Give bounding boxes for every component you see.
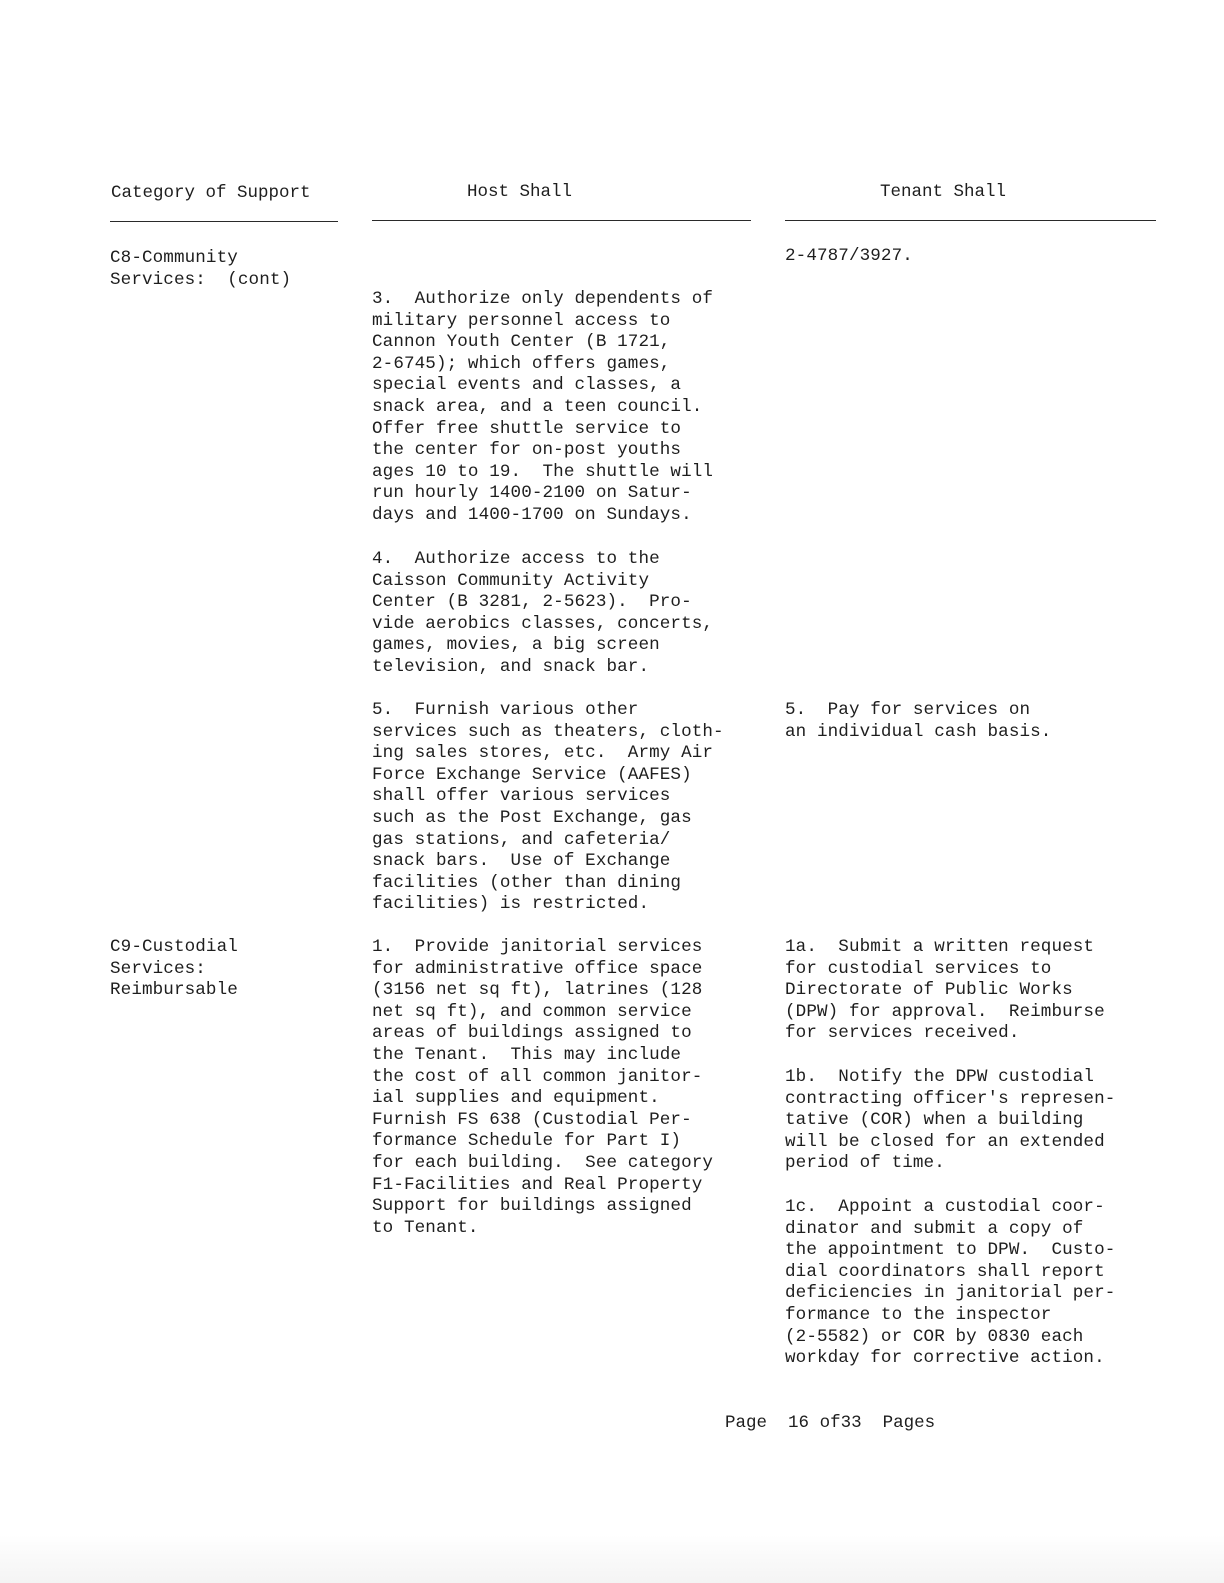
header-rule-host: [372, 220, 751, 221]
footer-of-label: of: [819, 1413, 841, 1433]
scan-edge-shading: [0, 1535, 1224, 1583]
header-host-shall: Host Shall: [467, 182, 573, 202]
header-rule-tenant: [785, 220, 1156, 221]
page-footer: [725, 1412, 935, 1434]
header-rule-category: [110, 221, 338, 222]
host-c9-item-1: 1. Provide janitorial services for administrative office space (3156 net sq ft), latrines (128 net sq ft), and common service areas of buildings assigned to the Tenant. This may include the cost of all common janitor- ial supplies and equipment. Furnish FS 638 (Custodial Per- formance Schedule for Part I) for each building. See category F1-Facilities and Real Property Support for buildings assigned to Tenant.: [372, 937, 714, 1238]
tenant-c9-item-1c: 1c. Appoint a custodial coor- dinator and submit a copy of the appointment to DPW. Custo- dial coordinators shall report deficiencies in janitorial per- formance to the inspector (2-5582) or COR by 0830 each workday for corrective action.: [785, 1197, 1116, 1369]
footer-page-number: 16: [788, 1413, 810, 1433]
footer-pages-label: Pages: [882, 1413, 936, 1433]
tenant-c8-continued-text: 2-4787/3927.: [785, 246, 913, 266]
host-c8-item-4: 4. Authorize access to the Caisson Community Activity Center (B 3281, 2-5623). Pro- vide aerobics classes, concerts, games, movies, a big screen television, and snack bar.: [372, 549, 714, 677]
header-category-of-support: Category of Support: [111, 183, 311, 203]
footer-total-pages: 33: [840, 1413, 862, 1433]
header-tenant-shall: Tenant Shall: [880, 182, 1007, 202]
tenant-c8-item-5: 5. Pay for services on an individual cash basis.: [785, 700, 1052, 742]
tenant-c9-item-1b: 1b. Notify the DPW custodial contracting officer's represen- tative (COR) when a building will be closed for an extended period of time.: [785, 1067, 1116, 1174]
footer-page-label: Page: [725, 1413, 768, 1433]
host-c8-item-3: 3. Authorize only dependents of military personnel access to Cannon Youth Center (B 1721, 2-6745); which offers games, special events and classes, a snack area, and a teen council. Offer free shuttle service to the center for on-post youths ages 10 to 19. The shuttle will run hourly 1400-2100 on Satur- days and 1400-1700 on Sundays.: [372, 289, 714, 525]
host-c8-item-5: 5. Furnish various other services such as theaters, cloth- ing sales stores, etc. Army Air Force Exchange Service (AAFES) shall offer various services such as the Post Exchange, gas gas stations, and cafeteria/ snack bars. Use of Exchange facilities (other than dining facilities) is restricted.: [372, 700, 724, 915]
tenant-c9-item-1a: 1a. Submit a written request for custodial services to Directorate of Public Works (DPW) for approval. Reimburse for services received.: [785, 937, 1105, 1044]
category-c9-custodial-services: C9-Custodial Services: Reimbursable: [110, 937, 238, 1001]
category-c8-community-services: C8-Community Services: (cont): [110, 248, 292, 290]
